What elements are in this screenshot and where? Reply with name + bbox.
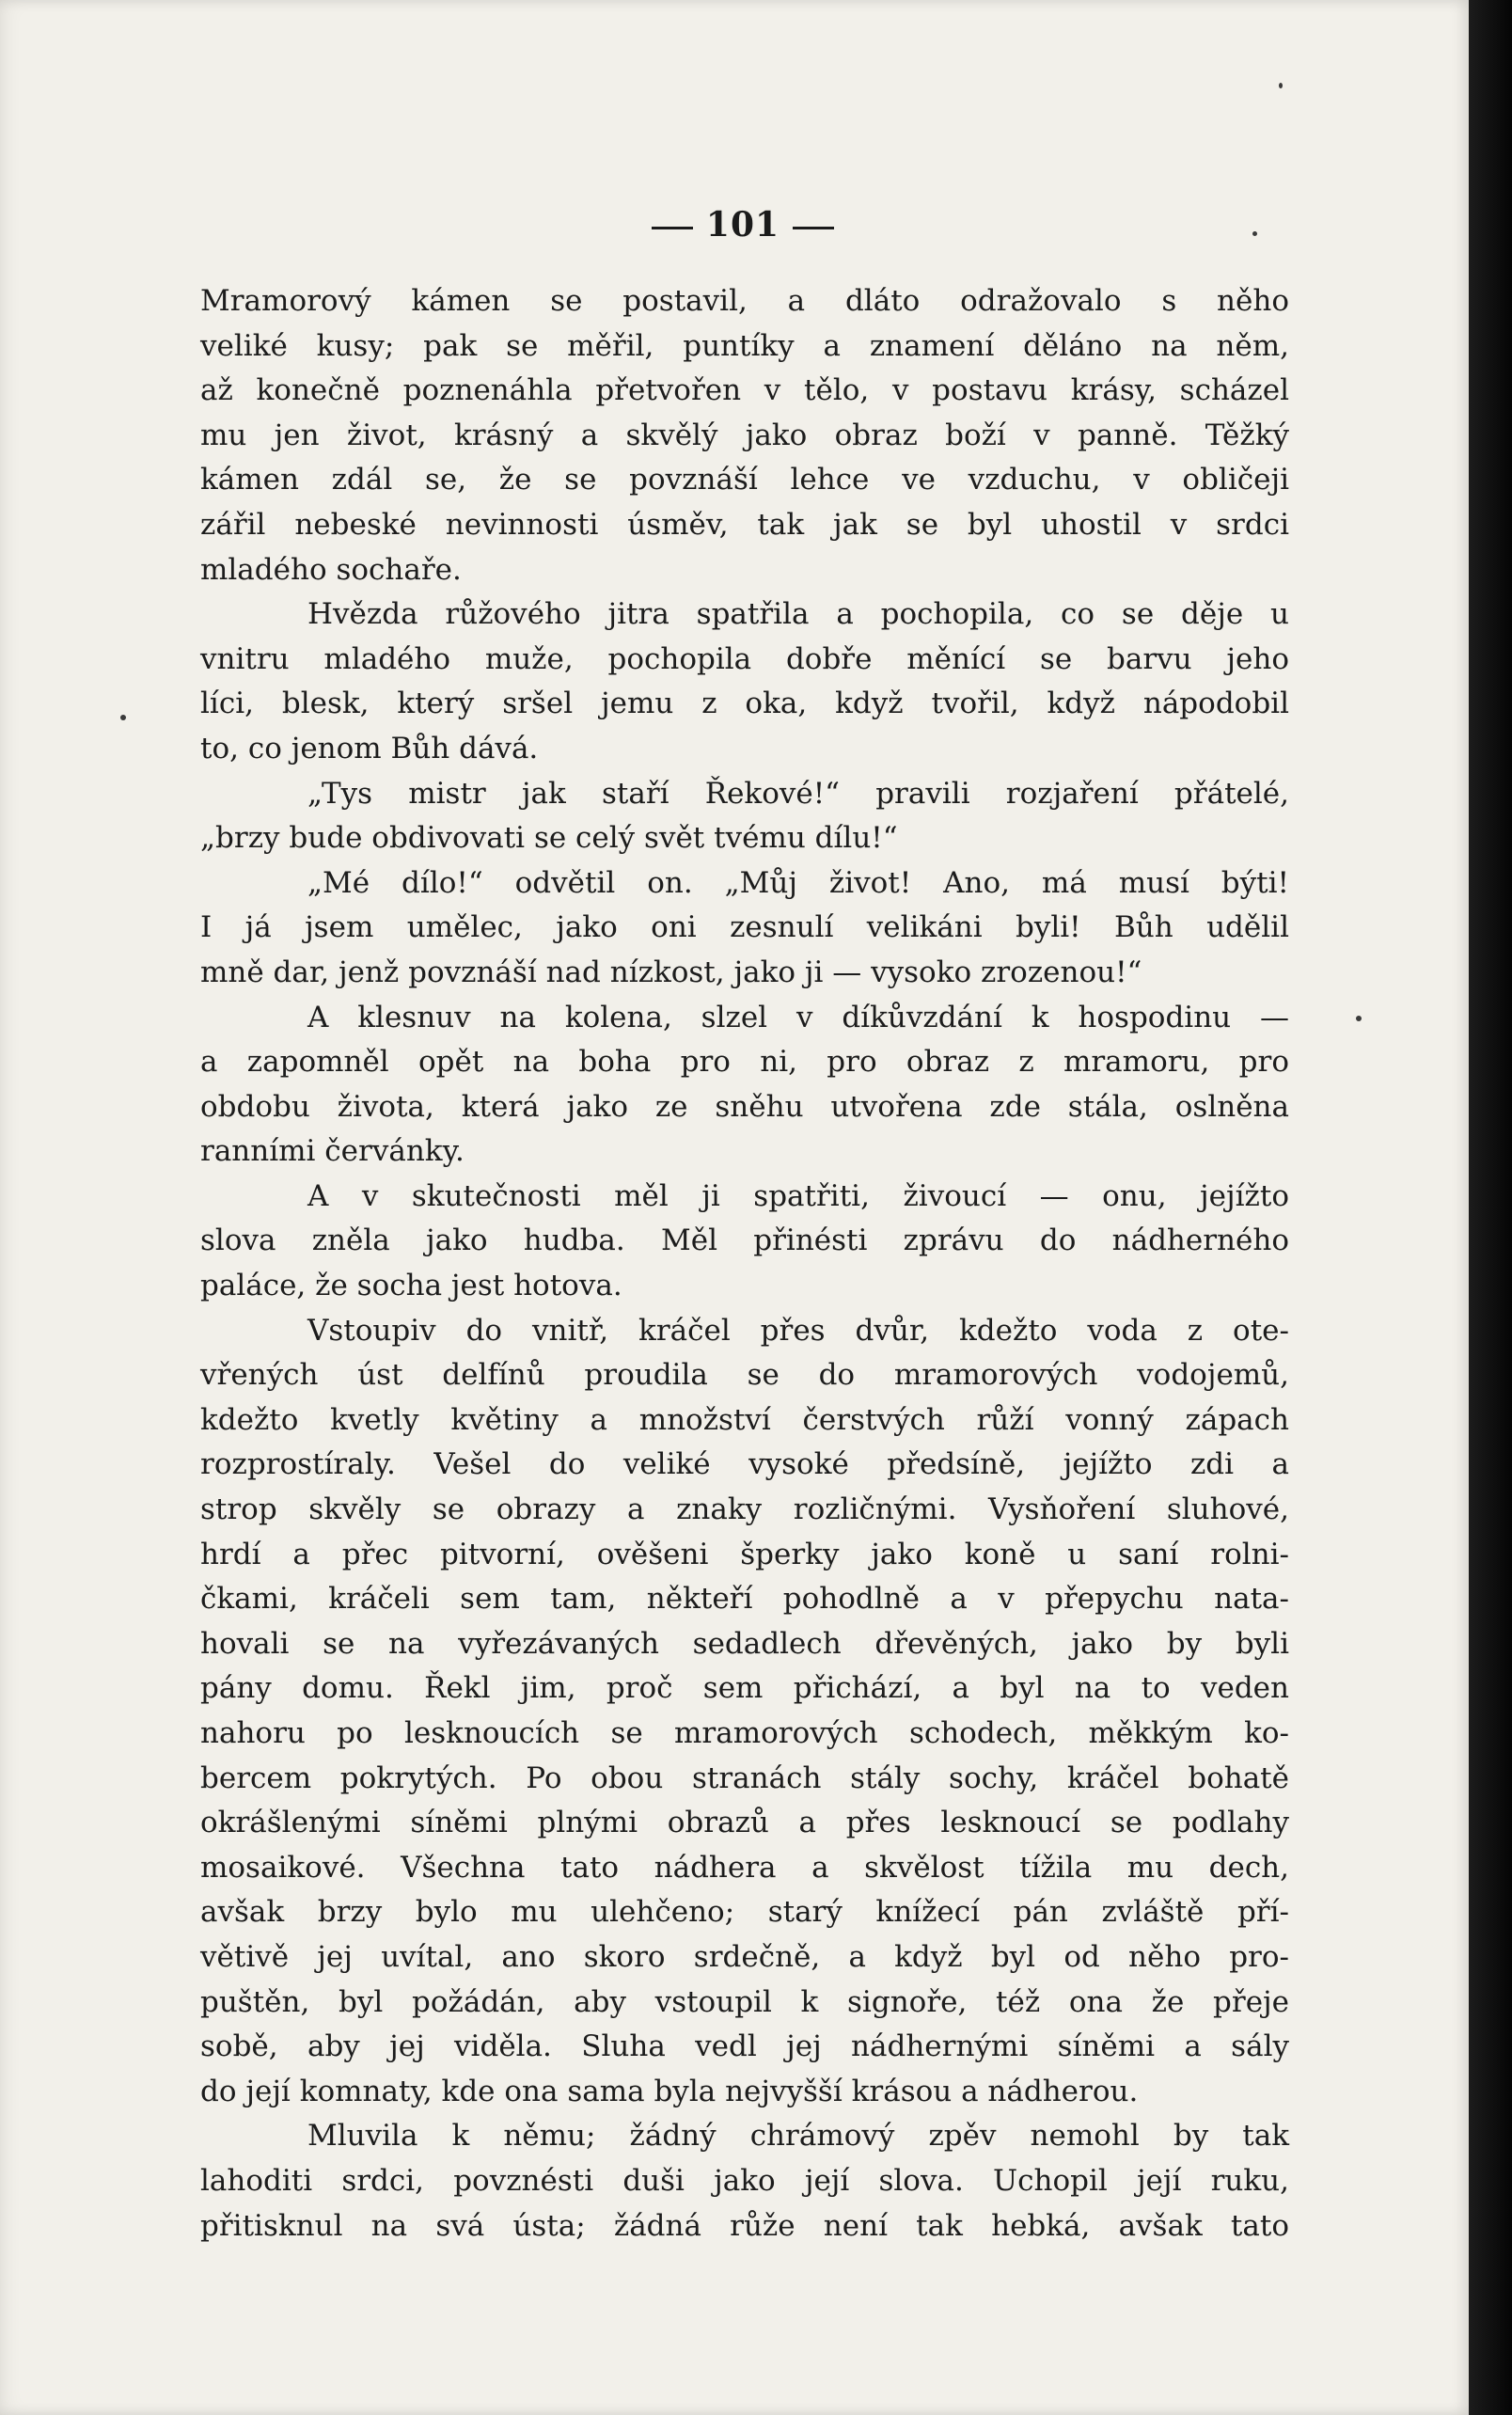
text-line: bercem pokrytých. Po obou stranách stály sochy, kráčel bohatě bbox=[200, 1760, 1289, 1795]
text-line: nahoru po lesknoucích se mramorových schodech, měkkým ko- bbox=[200, 1716, 1289, 1750]
text-line: „Tys mistr jak staří Řekové!“ pravili rozjaření přátelé, bbox=[307, 776, 1289, 811]
text-line: lahoditi srdci, povznésti duši jako její slova. Uchopil její ruku, bbox=[200, 2163, 1289, 2198]
page-number-dash-left bbox=[652, 227, 693, 229]
text-line: „Mé dílo!“ odvětil on. „Můj život! Ano, má musí býti! bbox=[307, 865, 1289, 900]
text-line: hovali se na vyřezávaných sedadlech dřevěných, jako by byli bbox=[200, 1626, 1289, 1661]
page-number-value: 101 bbox=[705, 205, 780, 245]
page-number bbox=[602, 205, 884, 245]
text-line: slova zněla jako hudba. Měl přinésti zprávu do nádherného bbox=[200, 1223, 1289, 1258]
text-line: mosaikové. Všechna tato nádhera a skvělost tížila mu dech, bbox=[200, 1850, 1289, 1885]
text-line: kámen zdál se, že se povznáší lehce ve vzduchu, v obličeji bbox=[200, 463, 1289, 497]
page-number-dash-right bbox=[793, 227, 834, 229]
text-line: „brzy bude obdivovati se celý svět tvému dílu!“ bbox=[200, 821, 898, 856]
text-line: A v skutečnosti měl ji spatřiti, živoucí — onu, jejížto bbox=[307, 1178, 1289, 1213]
text-line: avšak brzy bylo mu ulehčeno; starý knížecí pán zvláště pří- bbox=[200, 1895, 1289, 1930]
text-line: větivě jej uvítal, ano skoro srdečně, a když byl od něho pro- bbox=[200, 1939, 1289, 1974]
text-line: I já jsem umělec, jako oni zesnulí velikáni byli! Bůh udělil bbox=[200, 910, 1289, 945]
body-text bbox=[200, 279, 1289, 2249]
text-line: Hvězda růžového jitra spatřila a pochopila, co se děje u bbox=[307, 597, 1289, 632]
text-line: mně dar, jenž povznáší nad nízkost, jako ji — vysoko zrozenou!“ bbox=[200, 955, 1142, 989]
text-line: čkami, kráčeli sem tam, někteří pohodlně a v přepychu nata- bbox=[200, 1582, 1289, 1617]
text-line: mu jen život, krásný a skvělý jako obraz boží v panně. Těžký bbox=[200, 418, 1289, 452]
text-line: okrášlenými síněmi plnými obrazů a přes lesknoucí se podlahy bbox=[200, 1806, 1289, 1840]
text-line: strop skvěly se obrazy a znaky rozličnými. Vysňoření sluhové, bbox=[200, 1492, 1289, 1527]
text-line: vřených úst delfínů proudila se do mramorových vodojemů, bbox=[200, 1358, 1289, 1393]
text-line: Mluvila k němu; žádný chrámový zpěv nemohl by tak bbox=[307, 2119, 1289, 2154]
text-line: veliké kusy; pak se měřil, puntíky a znamení děláno na něm, bbox=[200, 328, 1289, 363]
paper-speck bbox=[120, 715, 126, 720]
text-line: Mramorový kámen se postavil, a dláto odražovalo s něho bbox=[200, 284, 1289, 318]
text-line: líci, blesk, který sršel jemu z oka, když tvořil, když nápodobil bbox=[200, 687, 1289, 721]
text-line: do její komnaty, kde ona sama byla nejvyšší krásou a nádherou. bbox=[200, 2074, 1139, 2108]
text-line: až konečně poznenáhla přetvořen v tělo, v postavu krásy, scházel bbox=[200, 373, 1289, 408]
text-line: to, co jenom Bůh dává. bbox=[200, 731, 539, 766]
text-line: paláce, že socha jest hotova. bbox=[200, 1269, 622, 1303]
text-line: sobě, aby jej viděla. Sluha vedl jej nádhernými síněmi a sály bbox=[200, 2029, 1289, 2064]
text-line: kdežto kvetly květiny a množství čerstvých růží vonný zápach bbox=[200, 1402, 1289, 1437]
text-line: a zapomněl opět na boha pro ni, pro obraz z mramoru, pro bbox=[200, 1045, 1289, 1080]
text-line: rozprostíraly. Vešel do veliké vysoké předsíně, jejížto zdi a bbox=[200, 1447, 1289, 1482]
text-line: pány domu. Řekl jim, proč sem přichází, a byl na to veden bbox=[200, 1671, 1289, 1706]
text-line: puštěn, byl požádán, aby vstoupil k signoře, též ona že přeje bbox=[200, 1984, 1289, 2019]
text-line: obdobu života, která jako ze sněhu utvořena zde stála, oslněna bbox=[200, 1089, 1289, 1124]
paper-speck bbox=[1279, 83, 1283, 88]
book-spine-edge bbox=[1469, 0, 1512, 2415]
text-line: přitisknul na svá ústa; žádná růže není tak hebká, avšak tato bbox=[200, 2208, 1289, 2243]
paper-speck bbox=[1356, 1016, 1362, 1021]
text-line: hrdí a přec pitvorní, ověšeni šperky jako koně u saní rolni- bbox=[200, 1537, 1289, 1571]
text-line: ranními červánky. bbox=[200, 1134, 465, 1169]
text-line: mladého sochaře. bbox=[200, 552, 462, 587]
text-line: Vstoupiv do vnitř, kráčel přes dvůr, kdežto voda z ote- bbox=[307, 1313, 1289, 1348]
text-line: vnitru mladého muže, pochopila dobře měnící se barvu jeho bbox=[200, 641, 1289, 676]
paper-speck bbox=[1252, 231, 1257, 236]
text-line: zářil nebeské nevinnosti úsměv, tak jak se byl uhostil v srdci bbox=[200, 507, 1289, 542]
text-line: A klesnuv na kolena, slzel v díkůvzdání k hospodinu — bbox=[307, 1000, 1289, 1034]
